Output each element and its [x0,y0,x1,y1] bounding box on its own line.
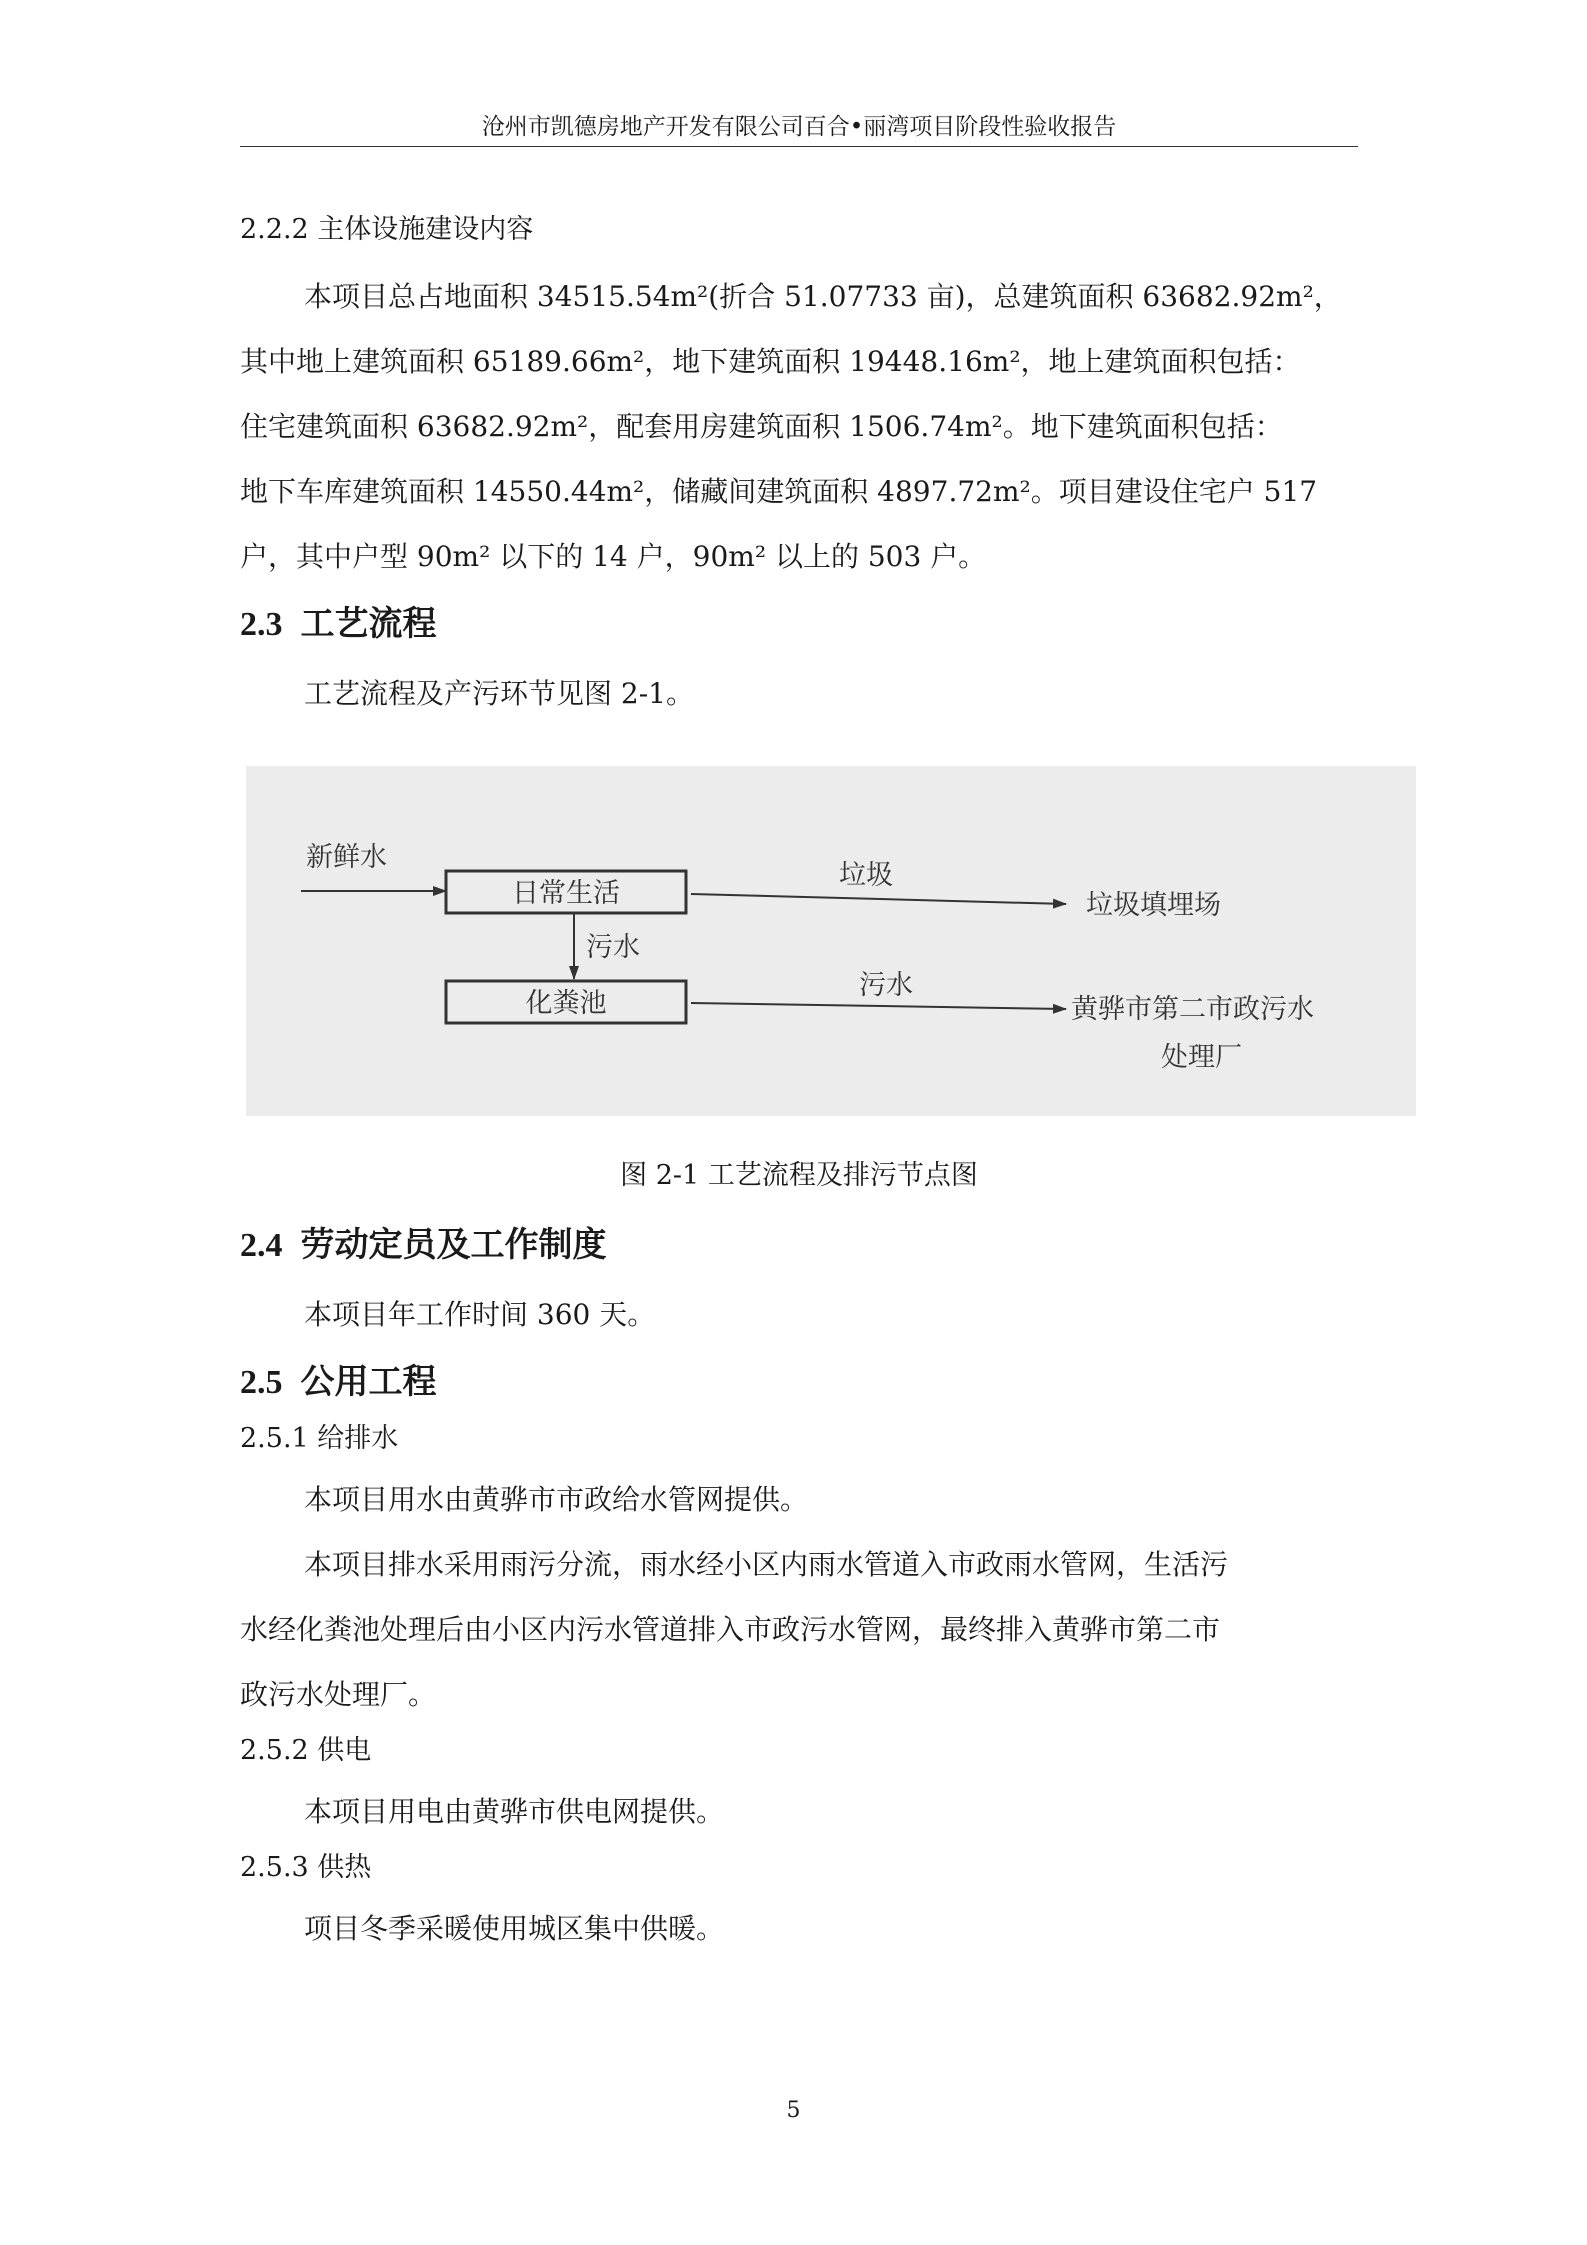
section-2-5-3-title: 2.5.3 供热 [240,1852,372,1883]
page-header: 沧州市凯德房地产开发有限公司百合•丽湾项目阶段性验收报告 [240,112,1358,147]
paragraph-line: 本项目用水由黄骅市市政给水管网提供。 [304,1483,809,1516]
section-2-5-3-paragraph [240,1896,1358,1961]
paragraph-line: 工艺流程及产污环节见图 2-1。 [304,677,694,710]
paragraph-line: 本项目用电由黄骅市供电网提供。 [304,1795,725,1828]
section-2-2-2-paragraph [240,264,1358,589]
paragraph-line: 水经化粪池处理后由小区内污水管道排入市政污水管网，最终排入黄骅市第二市 [240,1613,1221,1646]
sewage-arrow [691,1003,1066,1009]
figure-caption: 图 2-1 工艺流程及排污节点图 [620,1160,978,1191]
treatment-plant-label-line2: 处理厂 [1161,1042,1242,1073]
septic-tank-label: 化粪池 [525,988,607,1019]
section-2-5-heading [240,1355,1358,1409]
garbage-label: 垃圾 [839,860,893,891]
process-flow-figure [246,766,1416,1116]
page-number: 5 [786,2098,801,2123]
treatment-plant-label-line1: 黄骅市第二市政污水 [1071,994,1314,1025]
paragraph-line: 住宅建筑面积 63682.92m²，配套用房建筑面积 1506.74m²。地下建筑面积包括： [240,410,1283,443]
paragraph-line: 项目冬季采暖使用城区集中供暖。 [304,1912,725,1945]
daily-life-label: 日常生活 [512,878,620,909]
section-2-5-2-paragraph [240,1779,1358,1844]
paragraph-line: 户，其中户型 90m² 以下的 14 户，90m² 以上的 503 户。 [240,540,987,573]
section-2-3-heading [240,597,1358,651]
section-number: 2.3 [240,606,283,643]
paragraph-line: 本项目年工作时间 360 天。 [304,1298,656,1331]
paragraph-line: 本项目排水采用雨污分流，雨水经小区内雨水管道入市政雨水管网，生活污 [304,1548,1229,1581]
section-2-5-2-title: 2.5.2 供电 [240,1735,372,1766]
paragraph-line: 政污水处理厂。 [240,1678,437,1711]
process-flow-diagram [246,766,1416,1116]
section-title: 工艺流程 [300,604,437,644]
section-2-5-1-paragraphs [240,1467,1358,1727]
paragraph-line: 地下车库建筑面积 14550.44m²，储藏间建筑面积 4897.72m²。项目建设住宅户 517 [240,475,1318,508]
section-number: 2.4 [240,1227,283,1264]
landfill-label: 垃圾填埋场 [1086,890,1221,921]
section-2-2-2-title: 2.2.2 主体设施建设内容 [240,214,534,245]
sewage-label: 污水 [859,970,913,1001]
fresh-water-label: 新鲜水 [306,842,387,873]
sewage-down-label: 污水 [586,932,640,963]
section-2-5-1-title: 2.5.1 给排水 [240,1423,399,1454]
paragraph-line: 其中地上建筑面积 65189.66m²，地下建筑面积 19448.16m²，地上建筑面积包括： [240,345,1301,378]
paragraph-line: 本项目总占地面积 34515.54m²(折合 51.07733 亩)，总建筑面积 63682.92m²， [304,280,1342,313]
section-number: 2.5 [240,1364,283,1401]
garbage-arrow [691,894,1066,904]
page-content [240,210,1358,1961]
section-2-4-heading [240,1218,1358,1272]
section-2-4-paragraph [240,1282,1358,1347]
section-title: 劳动定员及工作制度 [300,1225,607,1265]
section-2-3-paragraph [240,661,1358,726]
section-title: 公用工程 [300,1362,437,1402]
